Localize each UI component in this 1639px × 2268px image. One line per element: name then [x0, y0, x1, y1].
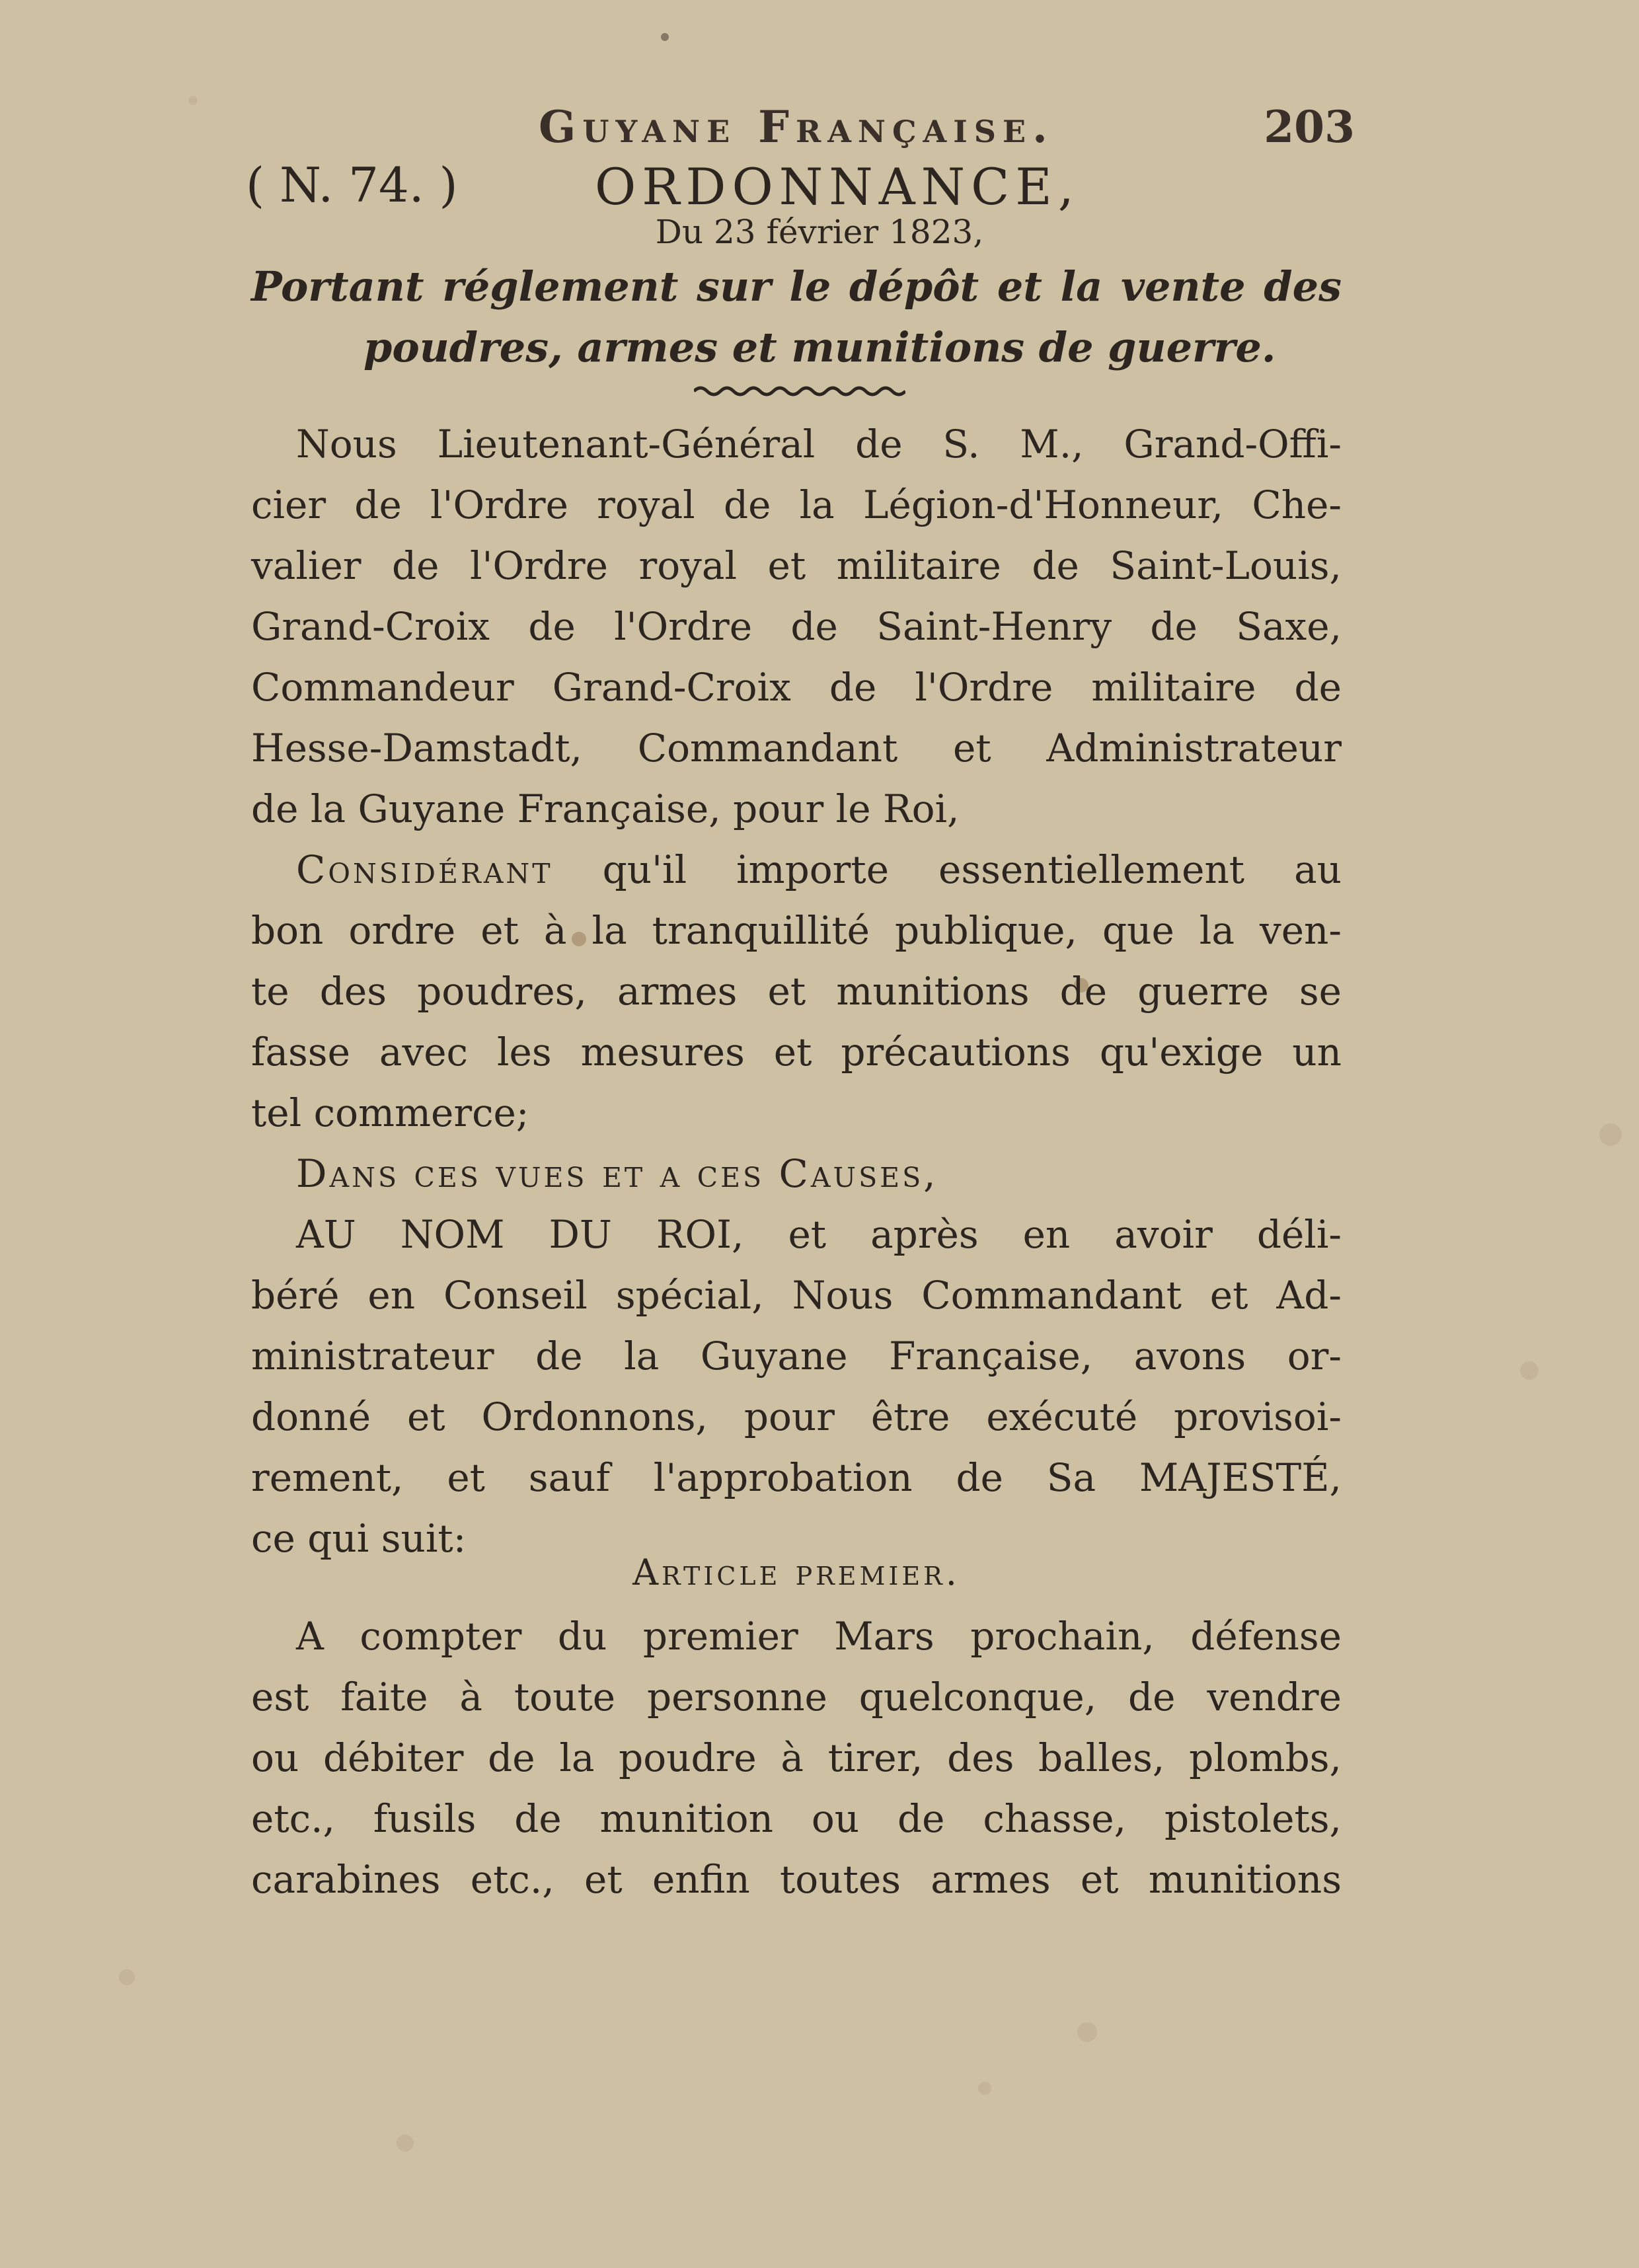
- article-paragraph: [251, 1606, 1342, 1910]
- text-line: ce qui suit:: [251, 1516, 467, 1561]
- text-line: ministrateur de la Guyane Française, avons or-: [251, 1334, 1342, 1379]
- text-line: A compter du premier Mars prochain, défense: [296, 1614, 1342, 1659]
- page-number: 203: [1264, 101, 1355, 153]
- text-line: cier de l'Ordre royal de la Légion-d'Honneur, Che-: [251, 482, 1342, 527]
- paper-spot: [397, 2135, 414, 2152]
- text-line: etc., fusils de munition ou de chasse, pistolets,: [251, 1796, 1342, 1841]
- ordinance-number: ( N. 74. ): [246, 157, 458, 213]
- text-line: rement, et sauf l'approbation de Sa MAJESTÉ,: [251, 1455, 1342, 1500]
- text-line: [251, 839, 1342, 900]
- subtitle-line: poudres, armes et munitions de guerre.: [363, 323, 1276, 371]
- text-line: bon ordre et à la tranquillité publique, que la ven-: [251, 908, 1342, 953]
- paper-spot: [1077, 2022, 1097, 2042]
- text-line: est faite à toute personne quelconque, de vendre: [251, 1675, 1342, 1720]
- text-line: carabines etc., et enfin toutes armes et munitions: [251, 1857, 1342, 1902]
- paper-spot: [1520, 1361, 1539, 1380]
- text-line: valier de l'Ordre royal et militaire de Saint-Louis,: [251, 543, 1342, 588]
- paper-spot: [188, 96, 198, 105]
- text-line: fasse avec les mesures et précautions qu'exige un: [251, 1030, 1342, 1075]
- text-line: Dans ces vues et a ces Causes,: [296, 1151, 938, 1196]
- ordinance-subtitle: [251, 256, 1342, 378]
- text-line: Grand-Croix de l'Ordre de Saint-Henry de Saxe,: [251, 604, 1342, 649]
- paper-spot: [978, 2082, 991, 2095]
- text-line: AU NOM DU ROI, et après en avoir déli-: [296, 1212, 1342, 1257]
- text-line: Commandeur Grand-Croix de l'Ordre militaire de: [251, 665, 1342, 710]
- ordinance-title: ORDONNANCE,: [595, 157, 1080, 216]
- text-line: béré en Conseil spécial, Nous Commandant et Ad-: [251, 1273, 1342, 1318]
- paper-spot: [661, 33, 669, 41]
- subtitle-line: Portant réglement sur le dépôt et la vente des: [251, 262, 1342, 311]
- enacting-paragraph: [251, 1204, 1342, 1569]
- wavy-ornament: [694, 383, 905, 399]
- text-line: de la Guyane Française, pour le Roi,: [251, 786, 960, 831]
- article-heading: [251, 1542, 1342, 1603]
- causes-paragraph: [251, 1143, 1342, 1204]
- text-line: ou débiter de la poudre à tirer, des balles, plombs,: [251, 1735, 1342, 1780]
- text-line: tel commerce;: [251, 1090, 529, 1135]
- ordinance-date: Du 23 février 1823,: [655, 213, 984, 251]
- text-line: Hesse-Damstadt, Commandant et Administrateur: [251, 726, 1342, 771]
- preamble-paragraph: [251, 414, 1342, 839]
- article-title: Article premier.: [632, 1552, 960, 1593]
- paper-spot: [119, 1969, 135, 1985]
- text-line: te des poudres, armes et munitions de guerre se: [251, 969, 1342, 1014]
- considerant-paragraph: [251, 839, 1342, 1143]
- considerant-lead: Considérant: [296, 847, 553, 892]
- text-line: Nous Lieutenant-Général de S. M., Grand-Offi-: [296, 422, 1342, 467]
- text-line-rest: qu'il importe essentiellement au: [602, 847, 1342, 892]
- text-line: donné et Ordonnons, pour être exécuté provisoi-: [251, 1394, 1342, 1439]
- running-header: Guyane Française.: [538, 101, 1055, 153]
- paper-spot: [1599, 1123, 1622, 1146]
